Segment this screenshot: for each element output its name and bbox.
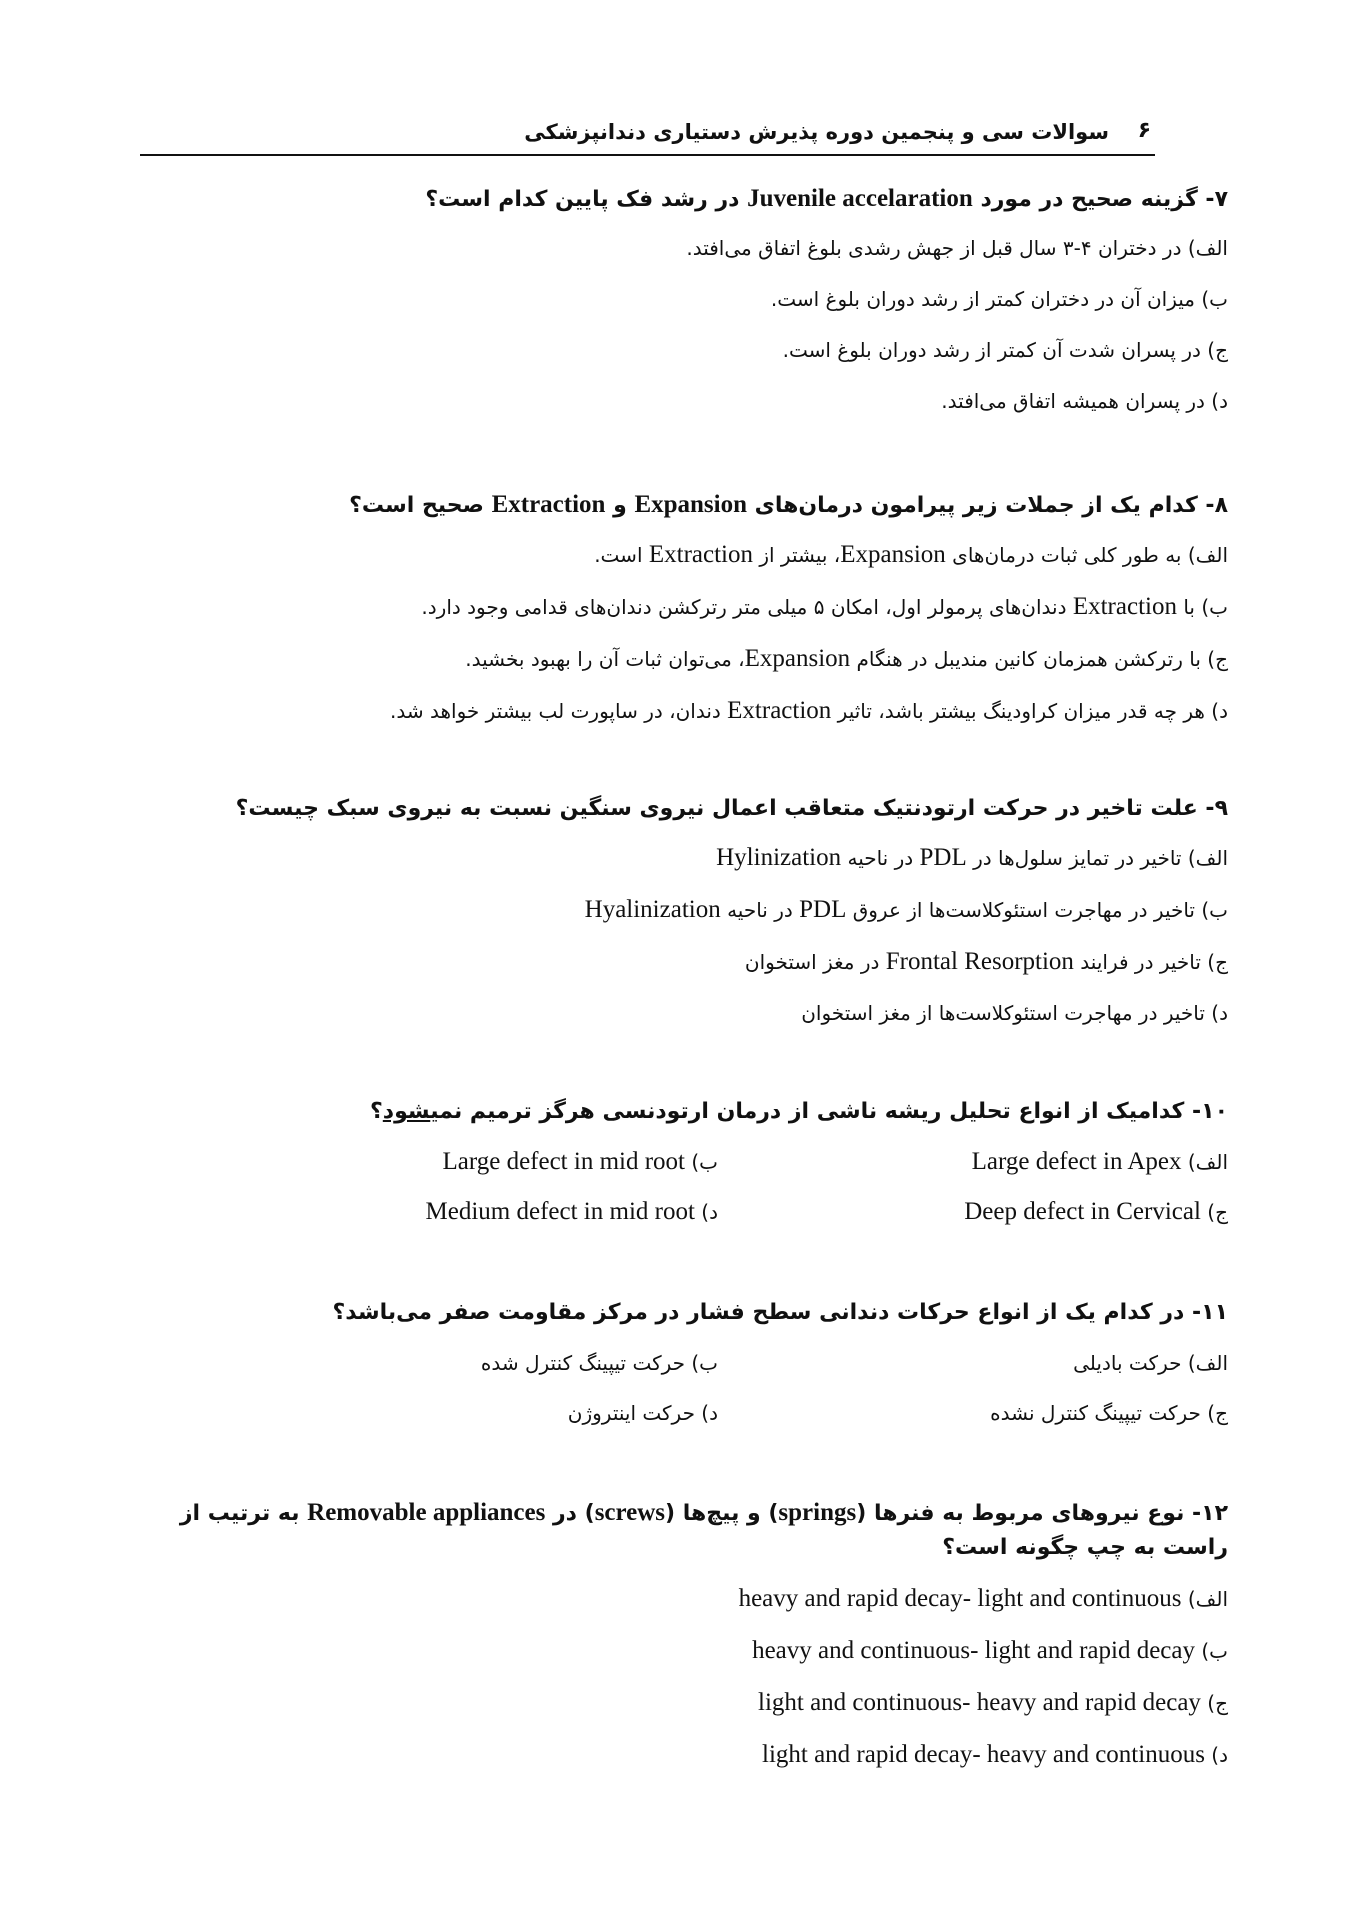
option-b: ب) Large defect in mid root [442,1148,718,1175]
option-a: الف) به طور کلی ثبات درمان‌های Expansion، بیشتر از Extraction است. [594,541,1228,568]
question-stem: ۱۲- نوع نیروهای مربوط به فنرها (springs) و پیچ‌ها (screws) در Removable appliances به ترتیب از راست به چپ چگونه است؟ [179,1499,1228,1560]
question-stem: ۷- گزینه صحیح در مورد Juvenile accelaration در رشد فک پایین کدام است؟ [425,185,1228,212]
option-d: د) light and rapid decay- heavy and continuous [762,1741,1228,1768]
question-11 [130,1296,1228,1438]
option-d: د) Medium defect in mid root [425,1198,718,1225]
question-10 [130,1095,1228,1237]
book-title: سوالات سی و پنجمین دوره پذیرش دستیاری دندانپزشکی [524,120,1109,144]
option-b: ب) تاخیر در مهاجرت استئوکلاست‌ها از عروق PDL در ناحیه Hyalinization [584,896,1228,923]
option-c: ج) تاخیر در فرایند Frontal Resorption در مغز استخوان [744,948,1228,975]
option-d: د) حرکت اینتروژن [567,1401,718,1425]
option-d: د) هر چه قدر میزان کراودینگ بیشتر باشد، تاثیر Extraction دندان، در ساپورت لب بیشتر خواهد شد. [390,697,1228,724]
option-c: ج) حرکت تیپینگ کنترل نشده [990,1401,1228,1425]
option-a: الف) Large defect in Apex [971,1148,1228,1175]
option-d: د) تاخیر در مهاجرت استئوکلاست‌ها از مغز استخوان [801,1001,1228,1025]
question-stem: ۹- علت تاخیر در حرکت ارتودنتیک متعاقب اعمال نیروی سنگین نسبت به نیروی سبک چیست؟ [235,796,1228,821]
question-8 [130,488,1228,737]
option-c: ج) در پسران شدت آن کمتر از رشد دوران بلوغ است. [782,338,1228,362]
question-12 [130,1496,1228,1781]
question-stem: ۱۱- در کدام یک از انواع حرکات دندانی سطح فشار در مرکز مقاومت صفر می‌باشد؟ [332,1300,1228,1325]
option-a: الف) حرکت بادیلی [1073,1351,1228,1375]
question-stem: ۱۰- کدامیک از انواع تحلیل ریشه ناشی از درمان ارتودنسی هرگز ترمیم نمیشود؟ [370,1099,1228,1124]
option-b: ب) heavy and continuous- light and rapid decay [752,1637,1228,1664]
option-b: ب) با Extraction دندان‌های پرمولر اول، امکان ۵ میلی متر رترکشن دندان‌های قدامی وجود دارد. [421,593,1228,620]
option-c: ج) Deep defect in Cervical [964,1198,1228,1225]
question-7 [130,182,1228,427]
page-header [140,118,1155,156]
option-a: الف) heavy and rapid decay- light and continuous [738,1585,1228,1612]
option-d: د) در پسران همیشه اتفاق می‌افتد. [941,389,1228,413]
option-a: الف) تاخیر در تمایز سلول‌ها در PDL در ناحیه Hylinization [716,844,1228,871]
option-a: الف) در دختران ۴-۳ سال قبل از جهش رشدی بلوغ اتفاق می‌افتد. [686,236,1228,260]
option-b: ب) حرکت تیپینگ کنترل شده [480,1351,718,1375]
page-number: ۶ [1137,118,1151,143]
option-c: ج) light and continuous- heavy and rapid decay [758,1689,1228,1716]
question-stem: ۸- کدام یک از جملات زیر پیرامون درمان‌های Expansion و Extraction صحیح است؟ [349,491,1228,518]
question-9 [130,792,1228,1039]
option-c: ج) با رترکشن همزمان کانین مندیبل در هنگام Expansion، می‌توان ثبات آن را بهبود بخشید. [465,645,1228,672]
option-b: ب) میزان آن در دختران کمتر از رشد دوران بلوغ است. [770,287,1228,311]
